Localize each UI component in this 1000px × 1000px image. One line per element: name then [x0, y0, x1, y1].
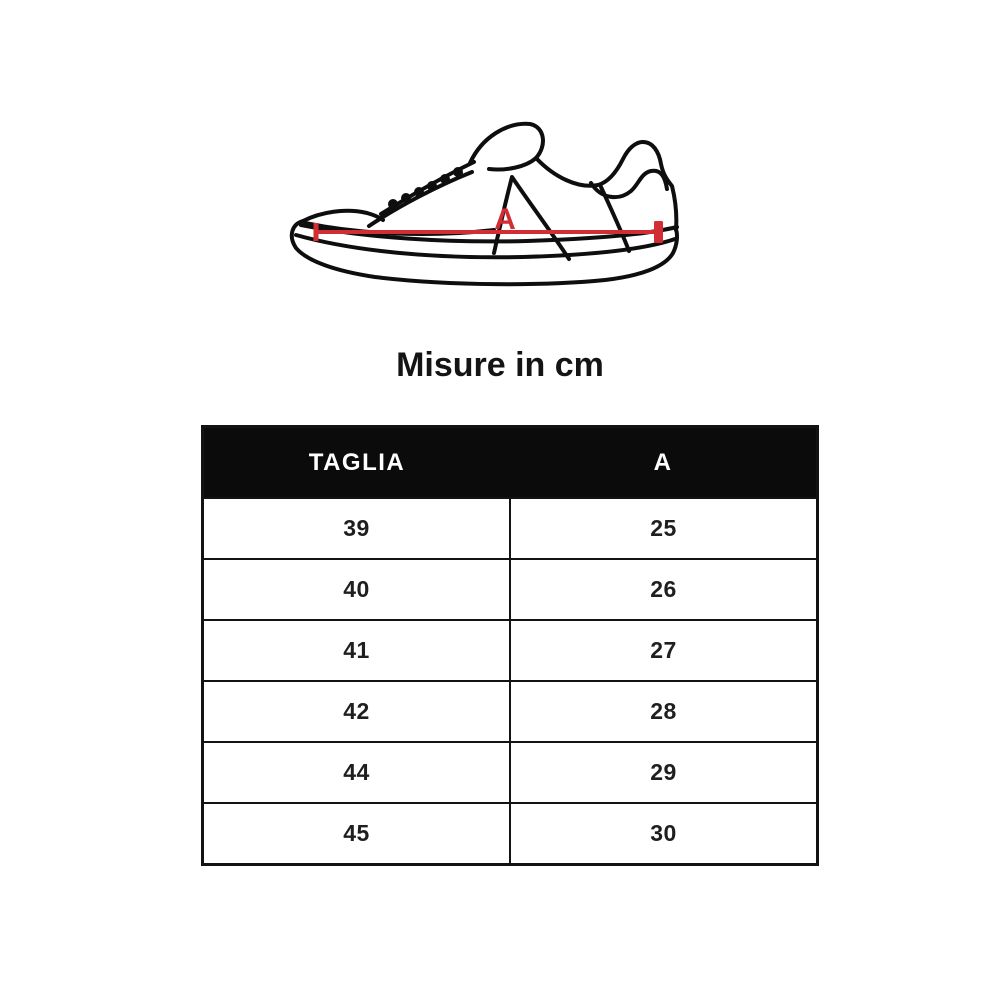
table-row	[204, 680, 816, 741]
tongue-outline	[470, 124, 543, 170]
size-cell: 45	[343, 820, 370, 846]
collar-heel-outline	[536, 142, 676, 230]
header-cell-a: A	[653, 448, 673, 476]
shoe-size-diagram	[291, 109, 689, 295]
sneaker-outline	[292, 124, 677, 284]
lace-dot	[401, 193, 411, 203]
measure-cell: 30	[509, 804, 816, 863]
measure-cell: 27	[509, 621, 816, 680]
size-cell: 39	[343, 515, 370, 541]
measure-cell: 28	[509, 682, 816, 741]
sneaker-illustration	[291, 109, 689, 295]
measure-cell: 25	[509, 499, 816, 558]
header-cell-taglia: TAGLIA	[308, 448, 406, 476]
size-table	[201, 425, 819, 866]
eyestay-lower-line	[369, 172, 472, 226]
measurement-right-cap	[654, 221, 663, 243]
lace-dot	[453, 167, 463, 177]
measurement-label-a: A	[494, 203, 516, 236]
lace-dot	[414, 187, 424, 197]
table-row	[204, 619, 816, 680]
table-row	[204, 741, 816, 802]
toe-mudguard-line	[303, 211, 383, 221]
size-cell: 42	[343, 698, 370, 724]
measure-cell: 29	[509, 743, 816, 802]
size-cell: 40	[343, 576, 370, 602]
table-row	[204, 558, 816, 619]
lace-dot	[427, 181, 437, 191]
sole-mid-line	[296, 235, 675, 257]
table-header	[204, 428, 816, 497]
measure-cell: 26	[509, 560, 816, 619]
table-row	[204, 802, 816, 863]
size-cell: 44	[343, 759, 370, 785]
table-row	[204, 497, 816, 558]
page-title: Misure in cm	[396, 346, 604, 384]
size-cell: 41	[343, 637, 370, 663]
lace-dot	[440, 174, 450, 184]
lace-dot	[388, 199, 398, 209]
